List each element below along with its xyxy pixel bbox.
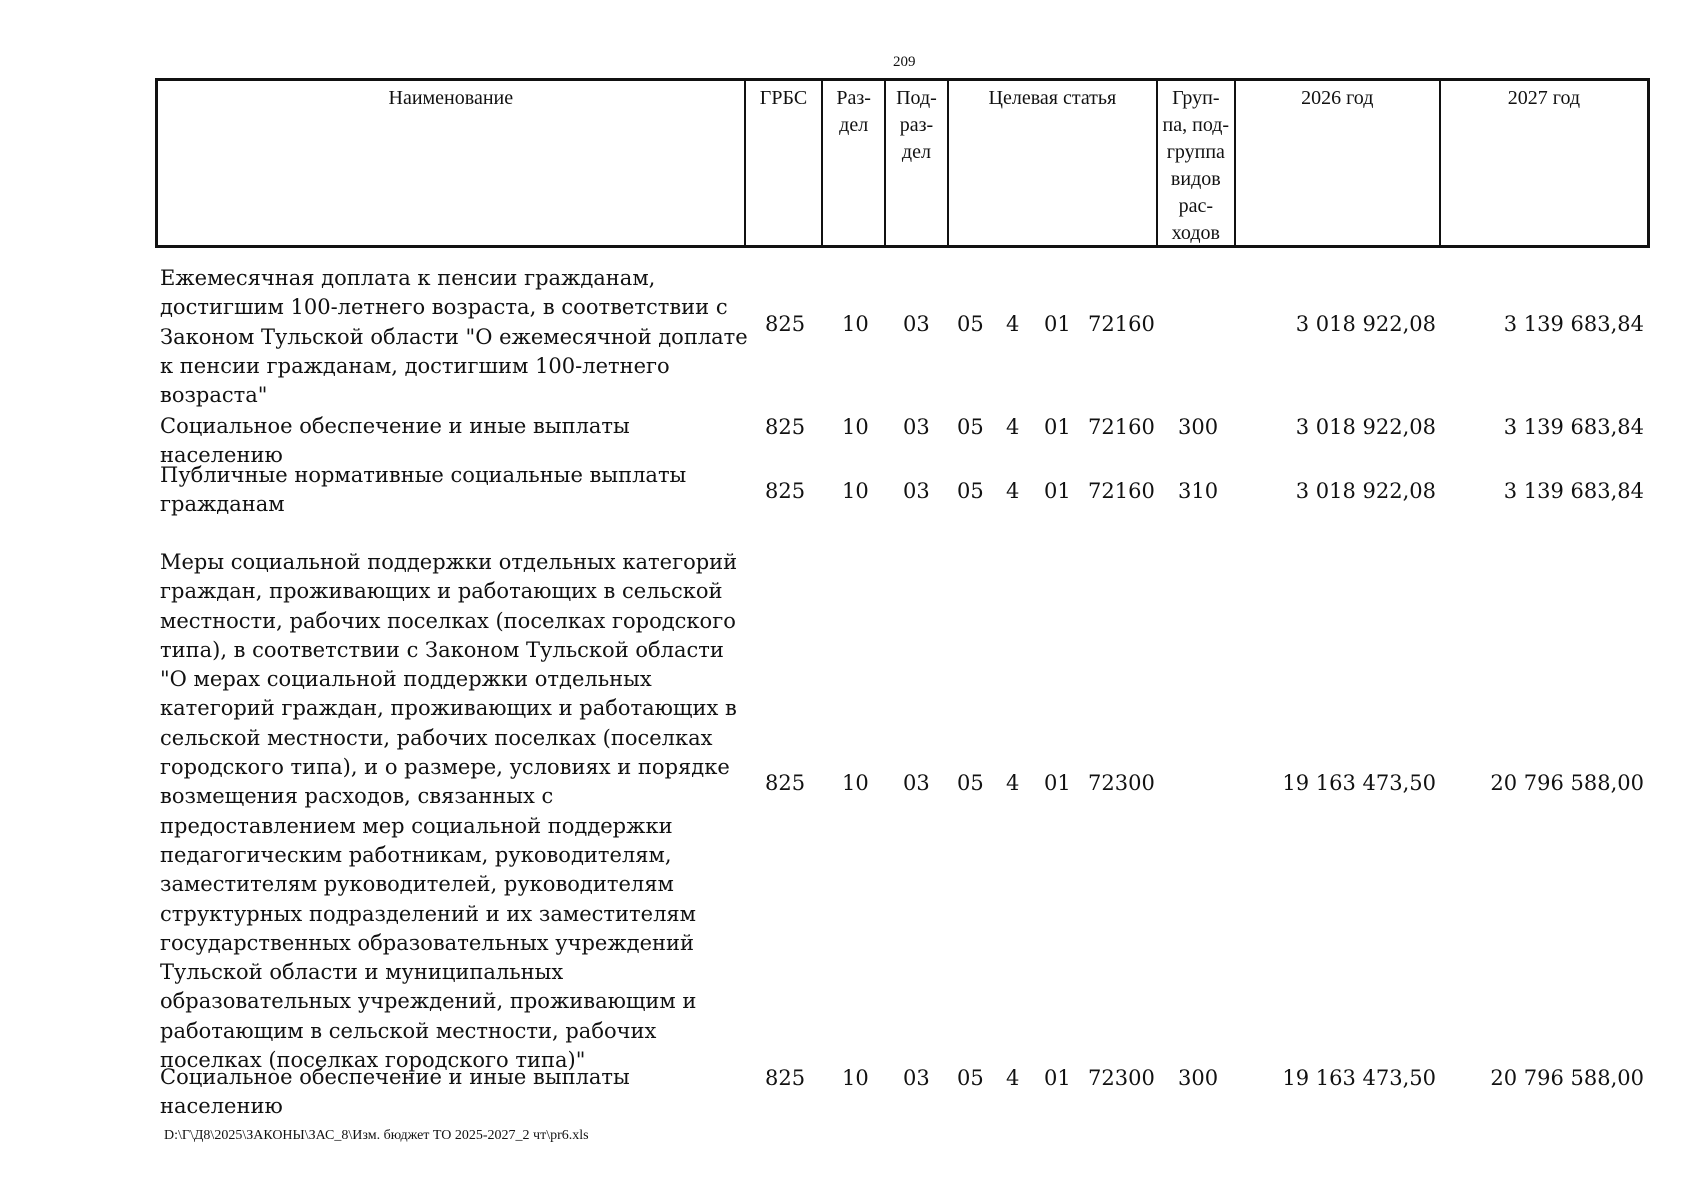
row-razdel: 10 bbox=[842, 771, 869, 795]
row-amount-2026: 19 163 473,50 bbox=[1282, 1066, 1436, 1090]
row-target-program: 05 bbox=[957, 1066, 984, 1090]
row-amount-2026: 3 018 922,08 bbox=[1295, 479, 1436, 503]
row-expense-group: 300 bbox=[1178, 415, 1219, 439]
header-year-2027: 2027 год bbox=[1507, 87, 1581, 109]
row-target-direction: 72160 bbox=[1088, 479, 1155, 503]
row-razdel: 10 bbox=[842, 1066, 869, 1090]
row-target-type: 4 bbox=[1006, 311, 1020, 336]
row-expense-group: 310 bbox=[1178, 479, 1219, 503]
row-target-item: 01 bbox=[1044, 311, 1071, 336]
row-target-program: 05 bbox=[957, 311, 984, 336]
row-amount-2027: 3 139 683,84 bbox=[1503, 311, 1644, 336]
row-grbs: 825 bbox=[765, 415, 806, 439]
row-target-item: 01 bbox=[1044, 771, 1071, 795]
row-target-direction: 72160 bbox=[1088, 311, 1155, 336]
header-razdel: Раз- дел bbox=[823, 81, 886, 245]
row-amount-2026: 3 018 922,08 bbox=[1295, 415, 1436, 439]
row-podrazdel: 03 bbox=[903, 1066, 930, 1090]
row-target-program: 05 bbox=[957, 771, 984, 795]
row-grbs: 825 bbox=[765, 771, 806, 795]
row-amount-2027: 20 796 588,00 bbox=[1490, 1066, 1644, 1090]
table-header bbox=[155, 78, 1650, 248]
row-target-direction: 72300 bbox=[1088, 771, 1155, 795]
table-row bbox=[0, 1063, 1696, 1119]
table-row bbox=[0, 412, 1696, 468]
row-amount-2026: 19 163 473,50 bbox=[1282, 771, 1436, 795]
row-name: Ежемесячная доплата к пенсии гражданам, достигшим 100-летнего возраста, в соответствии с Законом Тульской области "О ежемесячной доплате к пенсии гражданам, достигшим 100-летнего возраста" bbox=[160, 266, 748, 408]
row-target-type: 4 bbox=[1006, 415, 1020, 439]
row-target-item: 01 bbox=[1044, 415, 1071, 439]
row-target-program: 05 bbox=[957, 479, 984, 503]
header-target-article: Целевая статья bbox=[949, 81, 1158, 245]
row-podrazdel: 03 bbox=[903, 479, 930, 503]
row-amount-2027: 3 139 683,84 bbox=[1503, 479, 1644, 503]
row-grbs: 825 bbox=[765, 311, 806, 336]
row-amount-2027: 20 796 588,00 bbox=[1490, 771, 1644, 795]
row-razdel: 10 bbox=[842, 479, 869, 503]
header-grbs: ГРБС bbox=[746, 81, 824, 245]
row-name: Меры социальной поддержки отдельных категорий граждан, проживающих и работающих в сельской местности, рабочих поселках (поселках городского типа), в соответствии с Законом Тульской области "О мерах социальной поддержки отдельных категорий граждан, проживающих и работающих в сельской местности, рабочих поселках (поселках городского типа), и о размере, условиях и порядке возмещения расходов, связанных с предоставлением мер социальной поддержки педагогическим работникам, руководителям, заместителям руководителей, руководителям структурных подразделений и их заместителям государственных образовательных учреждений Тульской области и муниципальных образовательных учреждений, проживающим и работающим в сельской местности, рабочих поселках (поселках городского типа)" bbox=[160, 550, 738, 1073]
row-target-type: 4 bbox=[1006, 1066, 1020, 1090]
row-expense-group: 300 bbox=[1178, 1066, 1219, 1090]
row-podrazdel: 03 bbox=[903, 771, 930, 795]
row-podrazdel: 03 bbox=[903, 415, 930, 439]
row-target-type: 4 bbox=[1006, 771, 1020, 795]
table-row bbox=[0, 264, 1696, 408]
row-target-program: 05 bbox=[957, 415, 984, 439]
row-razdel: 10 bbox=[842, 415, 869, 439]
row-name: Публичные нормативные социальные выплаты гражданам bbox=[160, 463, 687, 517]
page-number: 209 bbox=[893, 54, 916, 70]
table-row bbox=[0, 461, 1696, 521]
row-target-direction: 72300 bbox=[1088, 1066, 1155, 1090]
row-grbs: 825 bbox=[765, 479, 806, 503]
row-target-item: 01 bbox=[1044, 1066, 1071, 1090]
row-target-type: 4 bbox=[1006, 479, 1020, 503]
row-razdel: 10 bbox=[842, 311, 869, 336]
row-amount-2026: 3 018 922,08 bbox=[1295, 311, 1436, 336]
row-target-direction: 72160 bbox=[1088, 415, 1155, 439]
row-name: Социальное обеспечение и иные выплаты населению bbox=[160, 414, 630, 468]
row-target-item: 01 bbox=[1044, 479, 1071, 503]
header-podrazdel: Под- раз- дел bbox=[886, 81, 949, 245]
row-name: Социальное обеспечение и иные выплаты населению bbox=[160, 1065, 630, 1119]
header-name: Наименование bbox=[158, 81, 746, 245]
table-row bbox=[0, 548, 1696, 1073]
header-expense-group: Груп- па, под- группа видов рас- ходов bbox=[1158, 81, 1236, 245]
row-grbs: 825 bbox=[765, 1066, 806, 1090]
row-podrazdel: 03 bbox=[903, 311, 930, 336]
header-year-2026: 2026 год bbox=[1236, 81, 1441, 245]
file-path-footer: D:\Г\Д8\2025\ЗАКОНЫ\ЗАС_8\Изм. бюджет ТО 2025-2027_2 чт\pr6.xls bbox=[164, 1128, 589, 1143]
row-amount-2027: 3 139 683,84 bbox=[1503, 415, 1644, 439]
